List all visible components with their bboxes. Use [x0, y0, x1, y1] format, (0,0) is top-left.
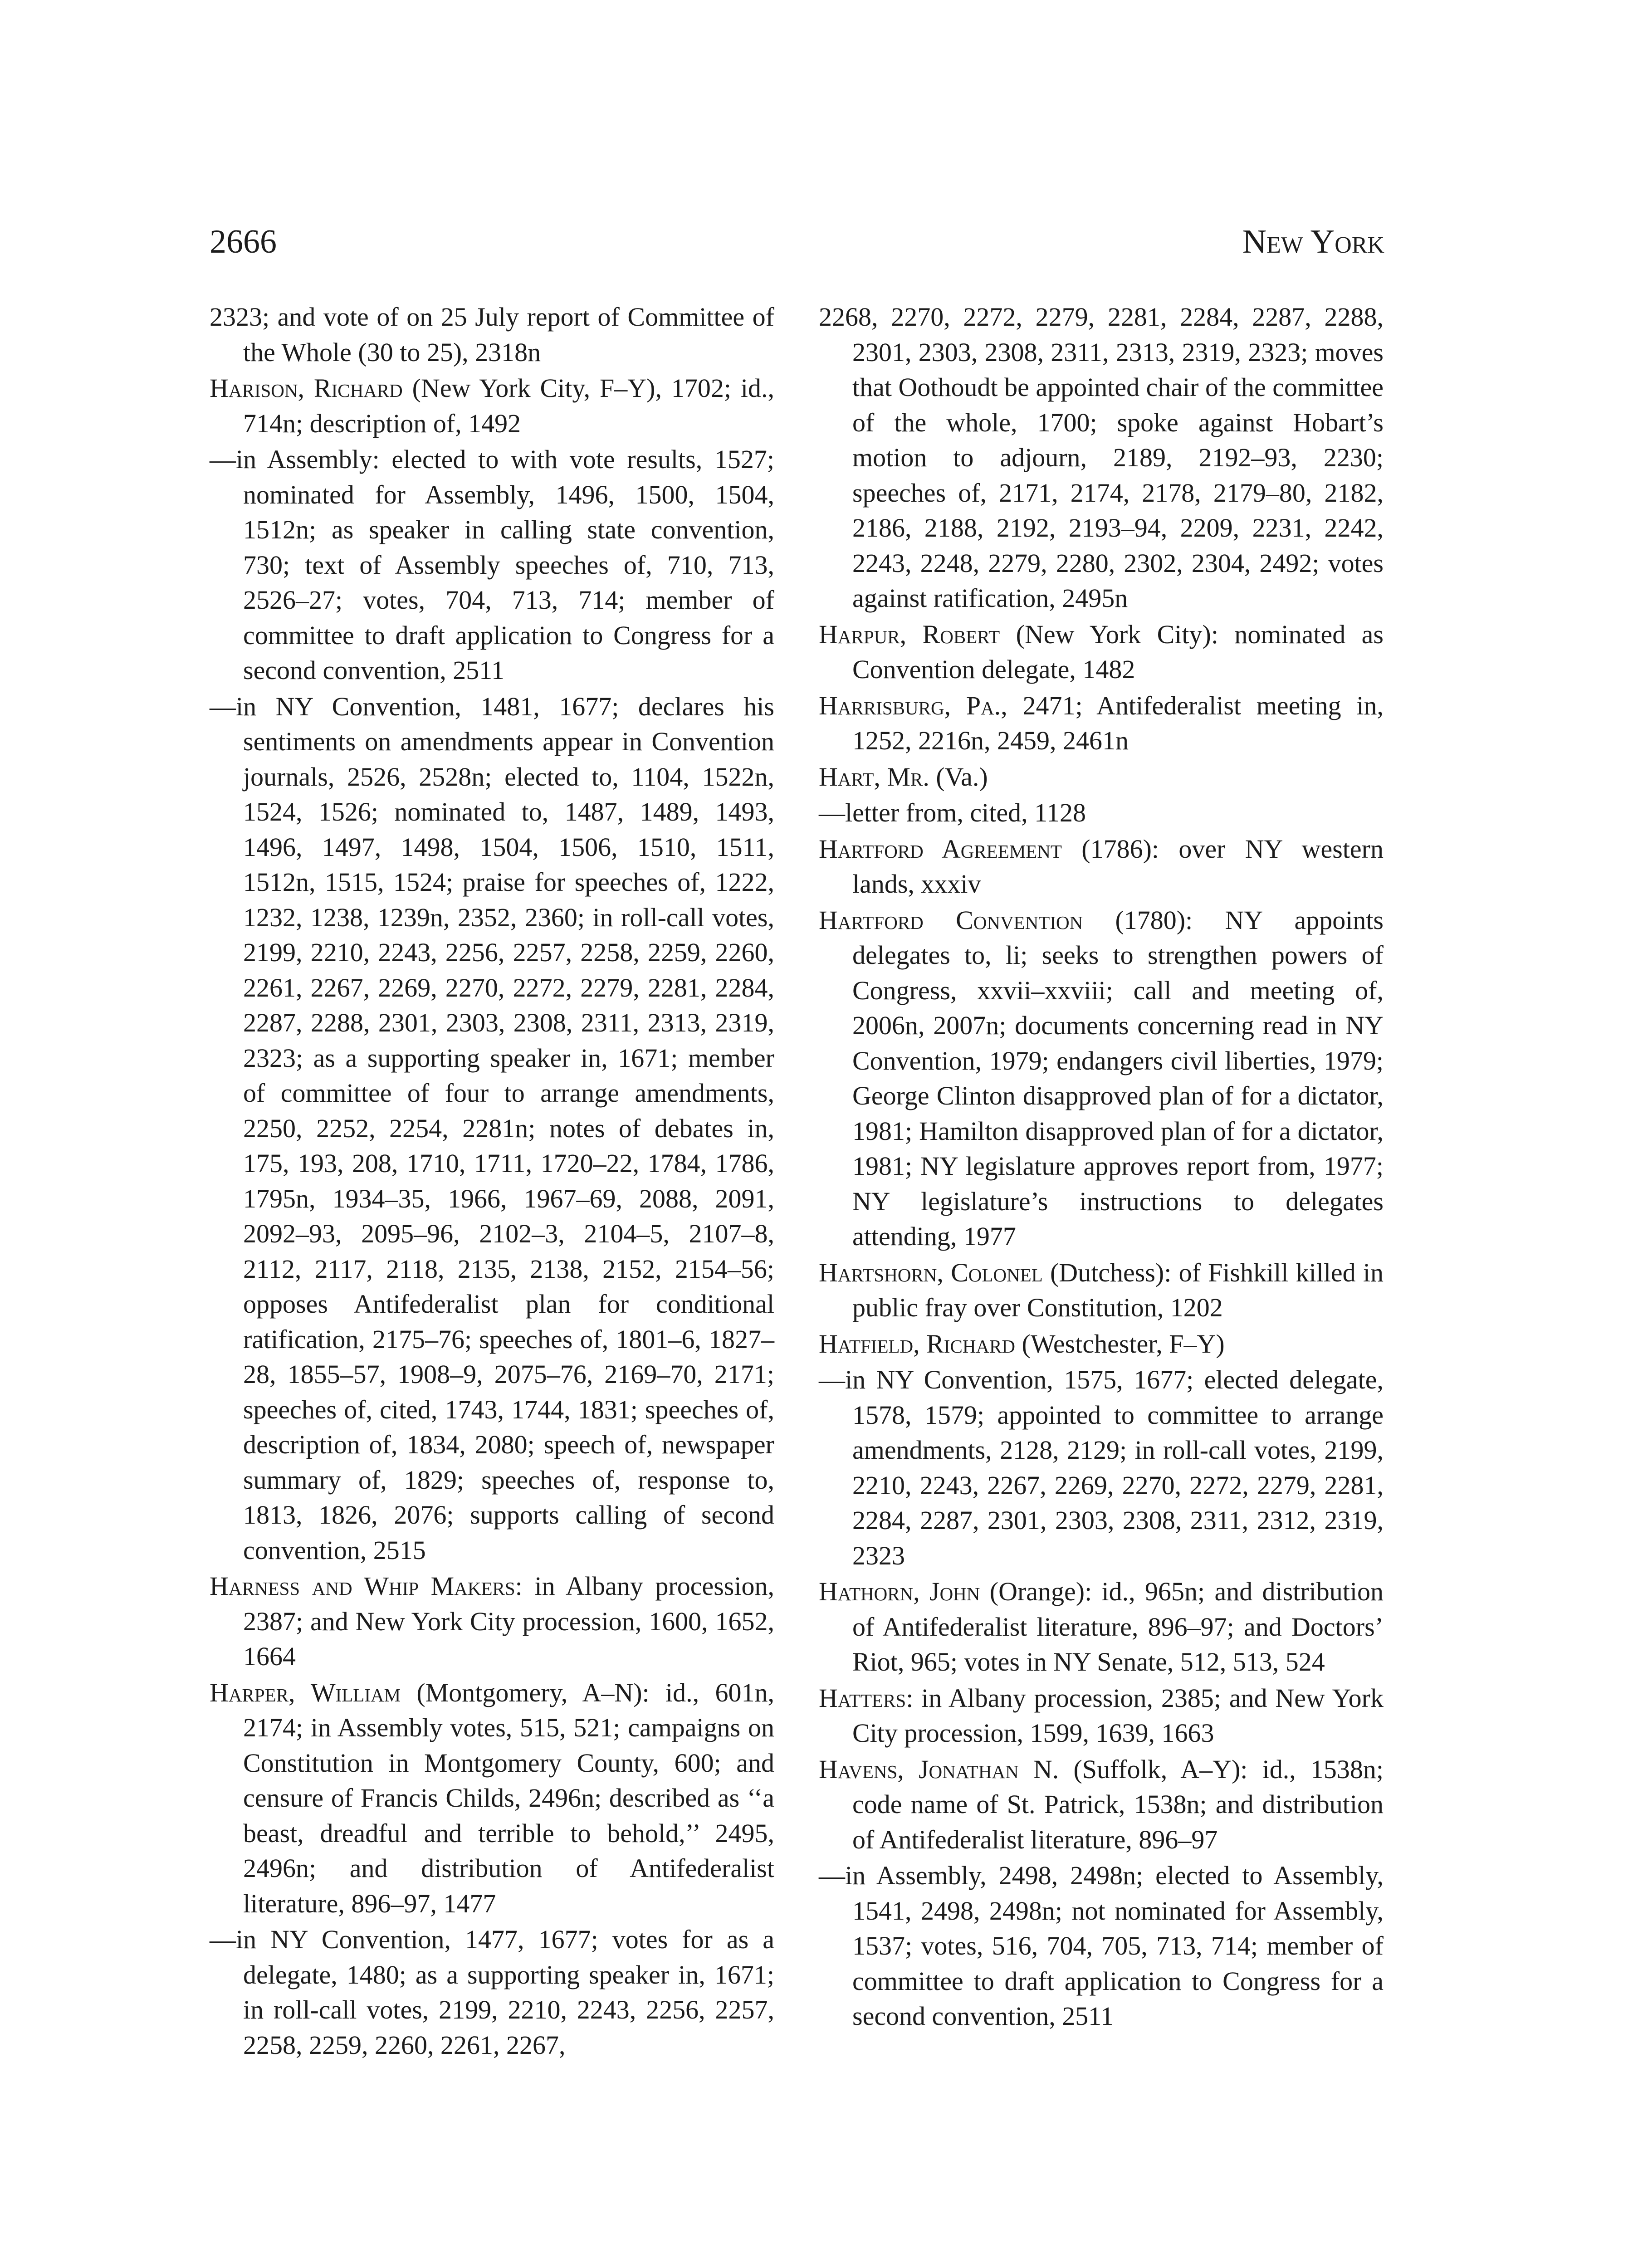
index-entry	[210, 1922, 774, 2063]
index-entry	[819, 759, 1384, 795]
index-entry	[819, 1752, 1384, 1857]
entry-heading: Harpur, Robert	[819, 619, 1000, 649]
entry-text: : in Albany procession, 2387; and New York City procession, 1600, 1652, 1664	[243, 1571, 774, 1671]
entry-text: —in Assembly: elected to with vote results, 1527; nominated for Assembly, 1496, 1500, 1504, 1512n; as speaker in calling state convention, 730; text of Assembly speeches of, 710, 713, 2526–27; votes, 704, 713, 714; member of committee to draft application to Congress for a second convention, 2511	[210, 445, 774, 685]
entry-heading: Harrisburg, Pa.	[819, 690, 1001, 720]
index-entry	[210, 371, 774, 441]
index-entry	[210, 689, 774, 1568]
entry-text: (Westchester, F–Y)	[1015, 1329, 1225, 1359]
left-column	[210, 299, 774, 2063]
entry-text: (Suffolk, A–Y): id., 1538n; code name of St. Patrick, 1538n; and distribution of Antifederalist literature, 896–97	[852, 1754, 1384, 1854]
index-entry	[210, 299, 774, 370]
entry-text: , 2471; Antifederalist meeting in, 1252, 2216n, 2459, 2461n	[852, 690, 1384, 755]
entry-heading: Havens, Jonathan N.	[819, 1754, 1059, 1784]
entry-heading: Hartshorn, Colonel	[819, 1257, 1043, 1287]
entry-heading: Hart, Mr.	[819, 762, 929, 792]
index-entry	[819, 617, 1384, 687]
index-entry	[819, 831, 1384, 902]
right-column	[819, 299, 1384, 2035]
entry-text: : in Albany procession, 2385; and New York City procession, 1599, 1639, 1663	[852, 1683, 1384, 1748]
index-entry	[819, 688, 1384, 758]
entry-text: —in NY Convention, 1481, 1677; declares his sentiments on amendments appear in Convention journals, 2526, 2528n; elected to, 1104, 1522n, 1524, 1526; nominated to, 1487, 1489, 1493, 1496, 1497, 1498, 1504, 1506, 1510, 1511, 1512n, 1515, 1524; praise for speeches of, 1222, 1232, 1238, 1239n, 2352, 2360; in roll-call votes, 2199, 2210, 2243, 2256, 2257, 2258, 2259, 2260, 2261, 2267, 2269, 2270, 2272, 2279, 2281, 2284, 2287, 2288, 2301, 2303, 2308, 2311, 2313, 2319, 2323; as a supporting speaker in, 1671; member of committee of four to arrange amendments, 2250, 2252, 2254, 2281n; notes of debates in, 175, 193, 208, 1710, 1711, 1720–22, 1784, 1786, 1795n, 1934–35, 1966, 1967–69, 2088, 2091, 2092–93, 2095–96, 2102–3, 2104–5, 2107–8, 2112, 2117, 2118, 2135, 2138, 2152, 2154–56; opposes Antifederalist plan for conditional ratification, 2175–76; speeches of, 1801–6, 1827–28, 1855–57, 1908–9, 2075–76, 2169–70, 2171; speeches of, cited, 1743, 1744, 1831; speeches of, description of, 1834, 2080; speech of, newspaper summary of, 1829; speeches of, response to, 1813, 1826, 2076; supports calling of second convention, 2515	[210, 691, 774, 1565]
entry-heading: Harison, Richard	[210, 373, 403, 403]
index-entry	[819, 795, 1384, 831]
index-entry	[819, 903, 1384, 1254]
running-title: New York	[1242, 223, 1384, 260]
entry-text: (Va.)	[929, 762, 988, 792]
entry-heading: Hartford Agreement	[819, 834, 1062, 864]
entry-text: —in NY Convention, 1477, 1677; votes for as a delegate, 1480; as a supporting speaker in, 1671; in roll-call votes, 2199, 2210, 2243, 2256, 2257, 2258, 2259, 2260, 2261, 2267,	[210, 1925, 774, 2060]
entry-text: —in NY Convention, 1575, 1677; elected delegate, 1578, 1579; appointed to committee to arrange amendments, 2128, 2129; in roll-call votes, 2199, 2210, 2243, 2267, 2269, 2270, 2272, 2279, 2281, 2284, 2287, 2301, 2303, 2308, 2311, 2312, 2319, 2323	[819, 1365, 1384, 1570]
entry-text: —in Assembly, 2498, 2498n; elected to Assembly, 1541, 2498, 2498n; not nominated for Assembly, 1537; votes, 516, 704, 705, 713, 714; member of committee to draft application to Congress for a second convention, 2511	[819, 1861, 1384, 2031]
entry-text: (1786): over NY western lands, xxxiv	[852, 834, 1384, 899]
entry-heading: Hathorn, John	[819, 1577, 980, 1606]
index-entry	[819, 299, 1384, 616]
index-entry	[819, 1858, 1384, 2034]
entry-text: 2268, 2270, 2272, 2279, 2281, 2284, 2287, 2288, 2301, 2303, 2308, 2311, 2313, 2319, 2323; moves that Oothoudt be appointed chair of the committee of the whole, 1700; spoke against Hobart’s motion to adjourn, 2189, 2192–93, 2230; speeches of, 2171, 2174, 2178, 2179–80, 2182, 2186, 2188, 2192, 2193–94, 2209, 2231, 2242, 2243, 2248, 2279, 2280, 2302, 2304, 2492; votes against ratification, 2495n	[819, 302, 1384, 613]
index-entry	[210, 442, 774, 688]
index-entry	[819, 1326, 1384, 1362]
entry-text: (New York City): nominated as Convention delegate, 1482	[852, 619, 1384, 684]
entry-text: (Montgomery, A–N): id., 601n, 2174; in Assembly votes, 515, 521; campaigns on Constitution in Montgomery County, 600; and censure of Francis Childs, 2496n; described as ‘‘a beast, dreadful and terrible to behold,’’ 2495, 2496n; and distribution of Antifederalist literature, 896–97, 1477	[243, 1677, 774, 1918]
index-entry	[819, 1362, 1384, 1573]
entry-text: —letter from, cited, 1128	[819, 798, 1086, 827]
entry-heading: Hartford Convention	[819, 905, 1083, 935]
running-head	[210, 217, 1384, 267]
entry-text: (1780): NY appoints delegates to, li; seeks to strengthen powers of Congress, xxvii–xxviii; call and meeting of, 2006n, 2007n; documents concerning read in NY Convention, 1979; endangers civil liberties, 1979; George Clinton disapproved plan of for a dictator, 1981; Hamilton disapproved plan of for a dictator, 1981; NY legislature approves report from, 1977; NY legislature’s instructions to delegates attending, 1977	[852, 905, 1384, 1251]
index-entry	[819, 1681, 1384, 1751]
entry-heading: Harper, William	[210, 1677, 401, 1707]
entry-heading: Harness and Whip Makers	[210, 1571, 515, 1601]
entry-text: (Orange): id., 965n; and distribution of Antifederalist literature, 896–97; and Doctors’ Riot, 965; votes in NY Senate, 512, 513, 524	[852, 1577, 1384, 1677]
index-entry	[819, 1255, 1384, 1325]
entry-text: 2323; and vote of on 25 July report of Committee of the Whole (30 to 25), 2318n	[210, 302, 774, 367]
index-entry	[210, 1569, 774, 1674]
index-entry	[210, 1675, 774, 1921]
page-number: 2666	[210, 223, 277, 260]
entry-heading: Hatfield, Richard	[819, 1329, 1016, 1359]
index-entry	[819, 1574, 1384, 1680]
entry-text: (New York City, F–Y), 1702; id., 714n; description of, 1492	[243, 373, 775, 438]
entry-heading: Hatters	[819, 1683, 906, 1713]
entry-text: (Dutchess): of Fishkill killed in public fray over Constitution, 1202	[852, 1257, 1384, 1322]
